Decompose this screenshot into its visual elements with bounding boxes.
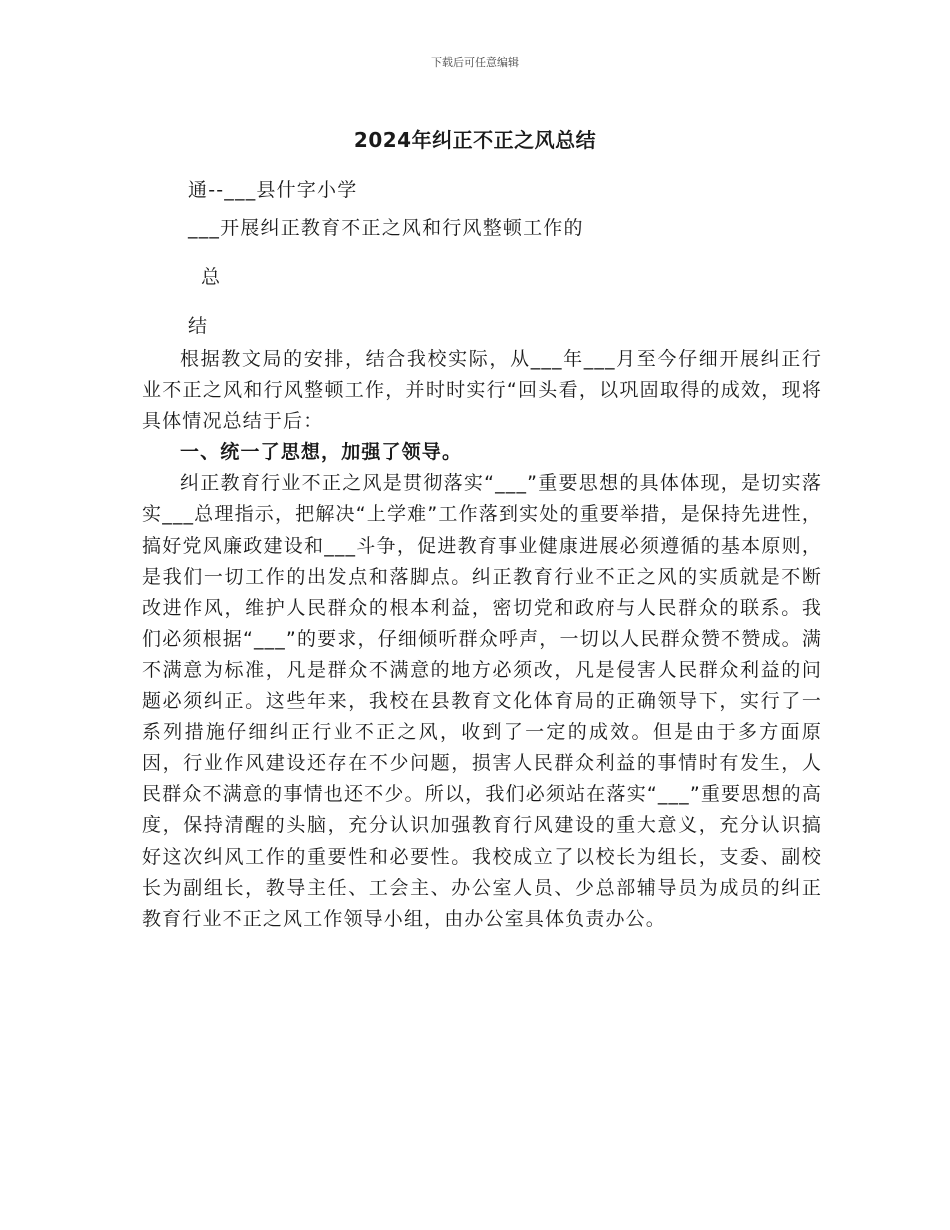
intro-line-subject: ___开展纠正教育不正之风和行风整顿工作的 (188, 217, 584, 239)
intro-line-school: 通--___县什字小学 (188, 179, 358, 201)
document-title: 2024年纠正不正之风总结 (353, 128, 597, 152)
header-note: 下载后可任意编辑 (431, 56, 519, 69)
section-heading: 一、统一了思想，加强了领导。 (180, 441, 463, 464)
paragraph: 根据教文局的安排，结合我校实际，从___年___月至今仔细开展纠正行业不正之风和行风整顿工作，并时时实行“回头看，以巩固取得的成效，现将具体情况总结于后： (142, 348, 822, 433)
intro-line-jie: 结 (188, 315, 209, 337)
paragraph: 纠正教育行业不正之风是贯彻落实“___”重要思想的具体体现，是切实落实___总理指示，把解决“上学难”工作落到实处的重要举措，是保持先进性，搞好党风廉政建设和___斗争，促进教育事业健康进展必须遵循的基本原则，是我们一切工作的出发点和落脚点。纠正教育行业不正之风的实质就是不断改进作风，维护人民群众的根本利益，密切党和政府与人民群众的联系。我们必须根据“___”的要求，仔细倾听群众呼声，一切以人民群众赞不赞成。满不满意为标准，凡是群众不满意的地方必须改，凡是侵害人民群众利益的问题必须纠正。这些年来，我校在县教育文化体育局的正确领导下，实行了一系列措施仔细纠正行业不正之风，收到了一定的成效。但是由于多方面原因，行业作风建设还存在不少问题，损害人民群众利益的事情时有发生，人民群众不满意的事情也还不少。所以，我们必须站在落实“___”重要思想的高度，保持清醒的头脑，充分认识加强教育行风建设的重大意义，充分认识搞好这次纠风工作的重要性和必要性。我校成立了以校长为组长，支委、副校长为副组长，教导主任、工会主、办公室人员、少总部辅导员为成员的纠正教育行业不正之风工作领导小组，由办公室具体负责办公。 (142, 472, 822, 930)
document-body (142, 344, 822, 935)
intro-line-zong: 总 (201, 266, 222, 288)
